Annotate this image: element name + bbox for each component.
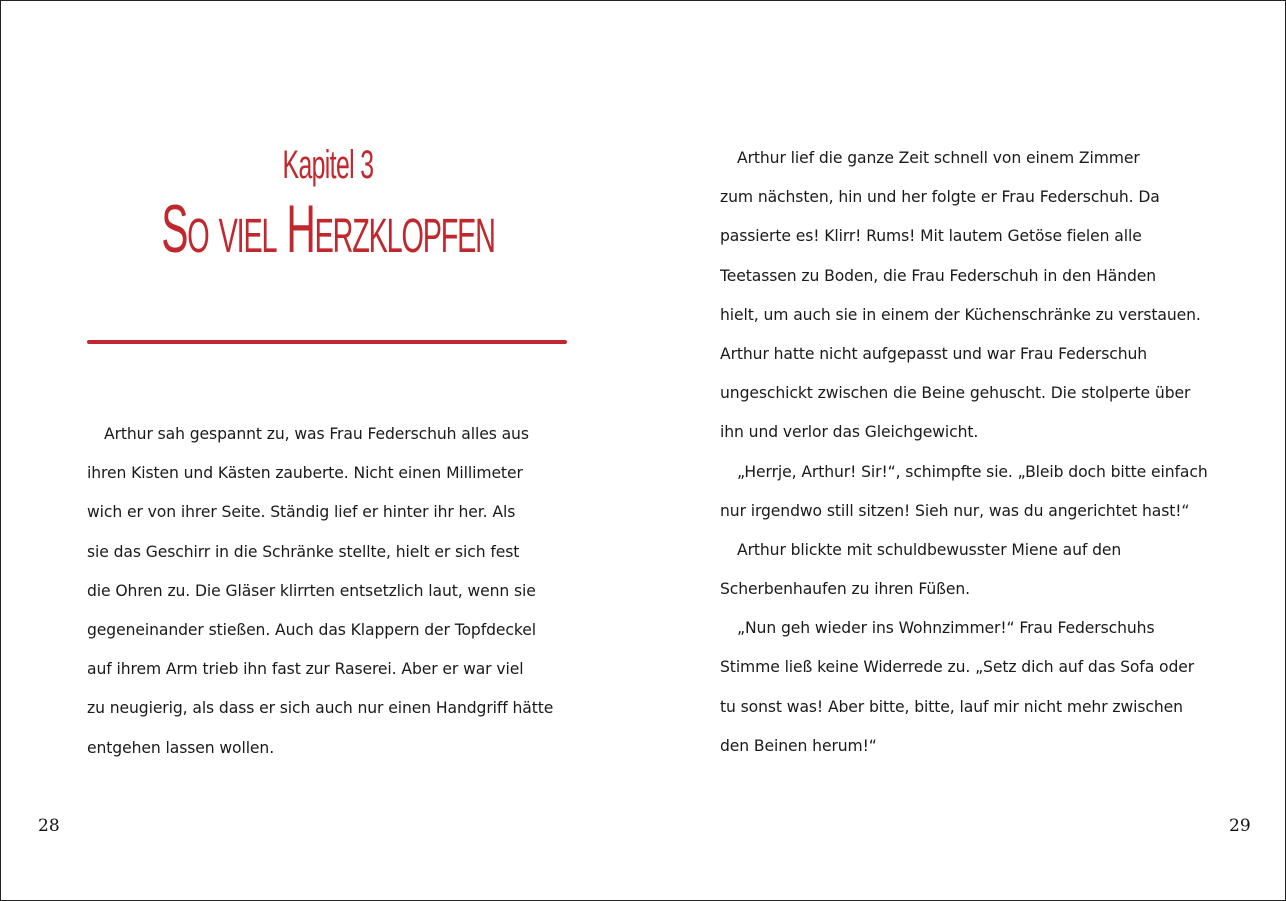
text-line: ihn und verlor das Gleichgewicht.	[720, 423, 979, 442]
text-line: zum nächsten, hin und her folgte er Frau Federschuh. Da	[720, 188, 1160, 207]
text-line: passierte es! Klirr! Rums! Mit lautem Getöse fielen alle	[720, 227, 1142, 246]
text-line: Scherbenhaufen zu ihren Füßen.	[720, 580, 970, 599]
text-line: sie das Geschirr in die Schränke stellte, hielt er sich fest	[87, 542, 520, 561]
chapter-label: Kapitel 3	[282, 143, 374, 187]
chapter-title: So viel Herzklopfen	[161, 191, 495, 267]
text-line: auf ihrem Arm trieb ihn fast zur Raserei. Aber er war viel	[87, 660, 524, 679]
left-page-body	[87, 423, 567, 776]
chapter-divider	[87, 340, 567, 344]
page-number-right: 29	[1229, 816, 1251, 836]
text-line: wich er von ihrer Seite. Ständig lief er hinter ihr her. Als	[87, 503, 516, 522]
text-line: Arthur lief die ganze Zeit schnell von einem Zimmer	[737, 149, 1140, 167]
text-line: ihren Kisten und Kästen zauberte. Nicht einen Millimeter	[87, 464, 523, 483]
text-line: hielt, um auch sie in einem der Küchenschränke zu verstauen.	[720, 305, 1201, 324]
text-line: Arthur sah gespannt zu, was Frau Federschuh alles aus	[104, 425, 529, 443]
right-page-body	[720, 147, 1220, 774]
text-line: gegeneinander stießen. Auch das Klappern der Topfdeckel	[87, 620, 536, 639]
text-line: den Beinen herum!“	[720, 736, 877, 755]
text-line: Stimme ließ keine Widerrede zu. „Setz dich auf das Sofa oder	[720, 658, 1195, 677]
text-line: die Ohren zu. Die Gläser klirrten entsetzlich laut, wenn sie	[87, 581, 536, 600]
text-line: zu neugierig, als dass er sich auch nur einen Handgriff hätte	[87, 699, 554, 718]
text-line: tu sonst was! Aber bitte, bitte, lauf mir nicht mehr zwischen	[720, 697, 1183, 716]
text-line: „Herrje, Arthur! Sir!“, schimpfte sie. „Bleib doch bitte einfach	[737, 462, 1208, 481]
text-line: entgehen lassen wollen.	[87, 738, 275, 757]
text-line: nur irgendwo still sitzen! Sieh nur, was du angerichtet hast!“	[720, 501, 1190, 520]
text-line: „Nun geh wieder ins Wohnzimmer!“ Frau Federschuhs	[737, 619, 1155, 638]
text-line: Arthur blickte mit schuldbewusster Miene auf den	[737, 540, 1122, 559]
text-line: Arthur hatte nicht aufgepasst und war Frau Federschuh	[720, 344, 1148, 363]
page-number-left: 28	[38, 816, 60, 836]
text-line: Teetassen zu Boden, die Frau Federschuh in den Händen	[720, 266, 1157, 285]
text-line: ungeschickt zwischen die Beine gehuscht. Die stolperte über	[720, 384, 1191, 403]
